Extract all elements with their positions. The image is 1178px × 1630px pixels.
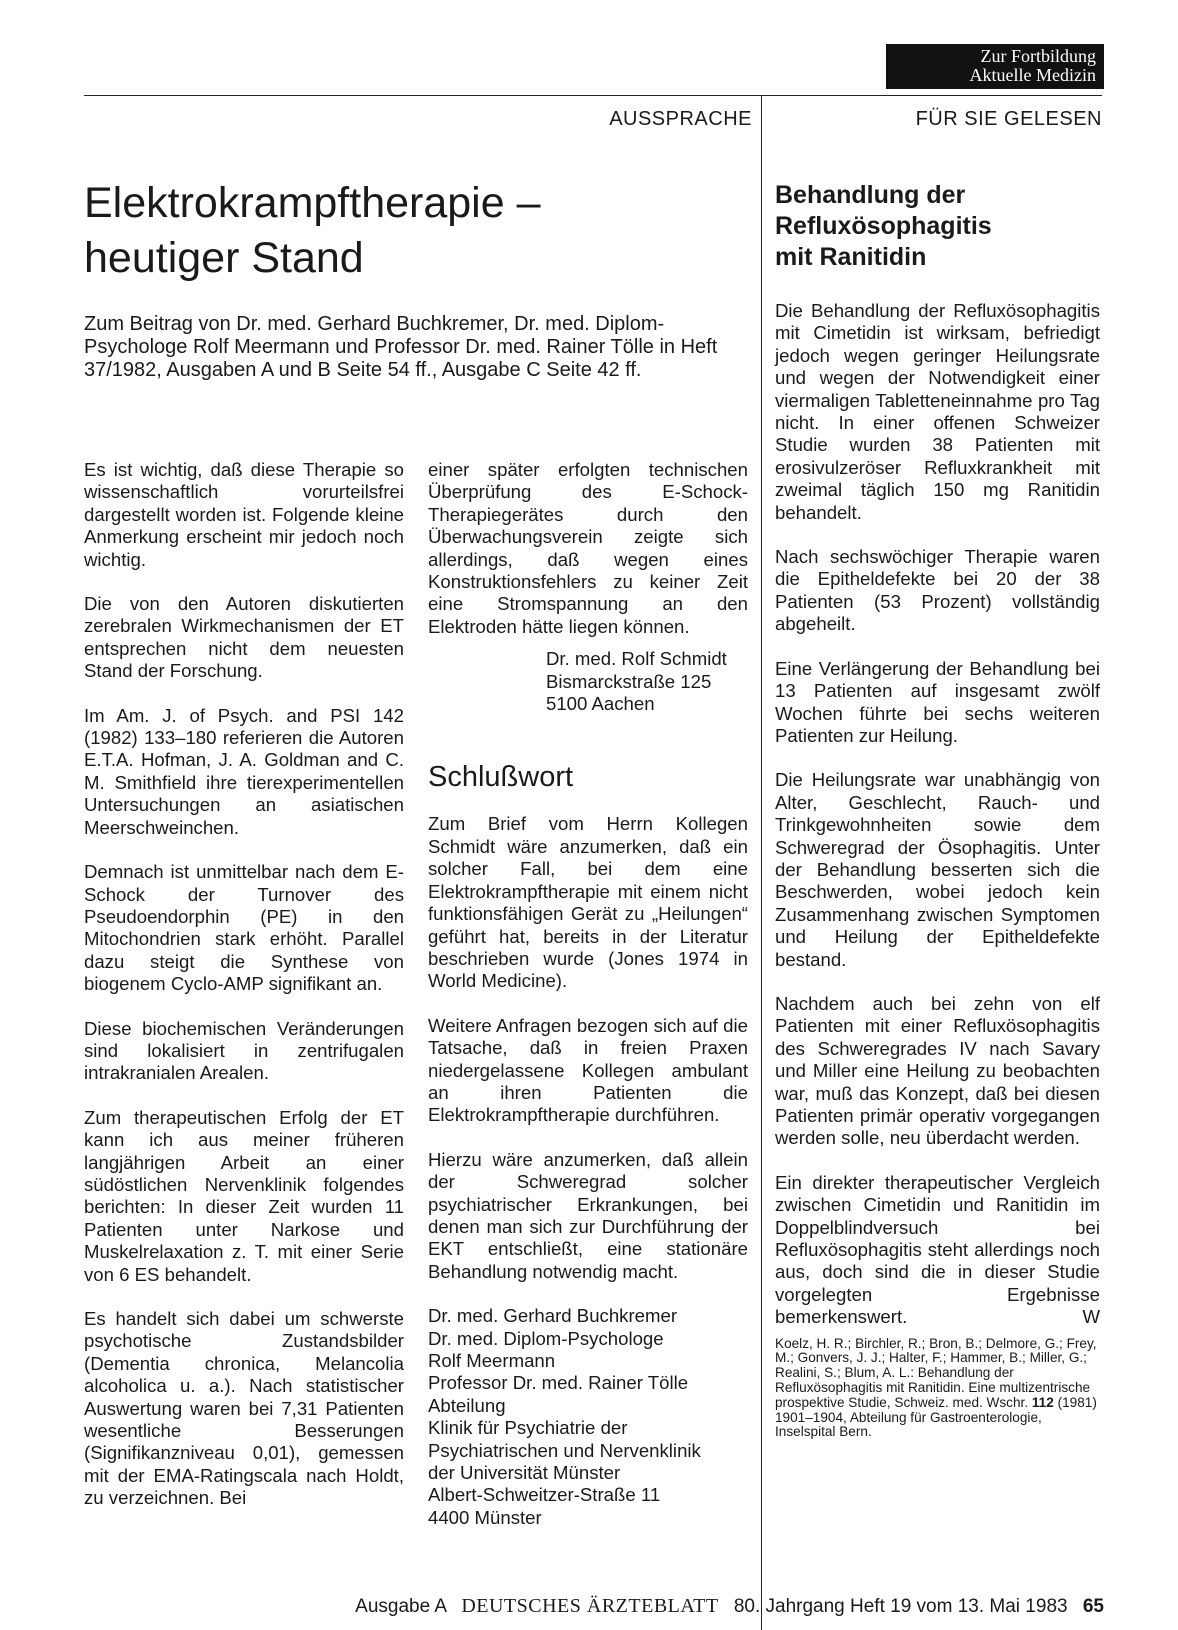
signature-line: Rolf Meermann — [428, 1350, 556, 1371]
signature-line: Dr. med. Gerhard Buchkremer — [428, 1305, 678, 1327]
news-paragraph: Die Behandlung der Refluxösophagitis mit Cimetidin ist wirksam, befriedigt jedoch wegen geringer Heilungsrate und wegen der Notwendigkeit einer viermaligen Tabletteneinnahme pro Tag nicht. In einer offenen Schweizer Studie wurden 38 Patienten mit erosivulzeröser Refluxkrankheit mit zweimal täglich 150 mg Ranitidin behandelt. — [775, 300, 1100, 523]
signature-line: 4400 Münster — [428, 1506, 542, 1528]
news-paragraph: Die Heilungsrate war unabhängig von Alter, Geschlecht, Rauch- und Trinkgewohnheiten sowie dem Schweregrad der Ösophagitis. Unter der Behandlung besserten sich die Beschwerden, wobei jedoch kein Zusammenhang zwischen Symptomen und Heilung der Epitheldefekte bestand. — [775, 769, 1100, 970]
signature-line: Abteilung — [428, 1394, 506, 1416]
reference-text-end: (1981) 1901–1904, Abteilung für Gastroenterologie, Inselspital Bern. — [775, 1394, 1097, 1440]
reference-volume: 112 — [1031, 1394, 1054, 1410]
reference-citation — [775, 1337, 1100, 1441]
letter-paragraph: Demnach ist unmittelbar nach dem E-Schock der Turnover des Pseudoendorphin (PE) in den Mitochondrien stark erhöht. Parallel dazu steigt die Synthese von biogenem Cyclo-AMP signifikant an. — [84, 861, 404, 995]
signature-line: Professor Dr. med. Rainer Tölle — [428, 1372, 689, 1394]
reply-paragraph: Zum Brief vom Herrn Kollegen Schmidt wäre anzumerken, daß ein solcher Fall, bei dem eine Elektrokrampftherapie mit einem nicht funktionsfähigen Gerät zu „Heilungen“ geführt hat, bereits in der Literatur beschrieben wurde (Jones 1974 in World Medicine). — [428, 813, 748, 992]
article-subtitle: Zum Beitrag von Dr. med. Gerhard Buchkremer, Dr. med. Diplom-Psychologe Rolf Meermann und Professor Dr. med. Rainer Tölle in Heft 37/1982, Ausgaben A und B Seite 54 ff., Ausgabe C Seite 42 ff. — [84, 313, 718, 381]
letter-column-2 — [428, 459, 748, 1529]
reply-signature — [428, 1305, 748, 1529]
signature-line: Psychiatrischen und Nervenklinik — [428, 1439, 701, 1461]
reply-title: Schlußwort — [428, 761, 574, 794]
signature-line: Dr. med. Rolf Schmidt — [546, 648, 727, 670]
footer-issue: 80. Jahrgang Heft 19 vom 13. Mai 1983 — [733, 1596, 1068, 1617]
news-paragraph-text: Ein direkter therapeutischer Vergleich zwischen Cimetidin und Ranitidin im Doppelblindversuch bei Refluxösophagitis steht allerdings noch aus, doch sind die in dieser Studie vorgelegten Ergebnisse bemerkenswert. — [775, 1171, 1100, 1328]
signature-line: Albert-Schweitzer-Straße 11 — [428, 1484, 661, 1506]
news-title-line-2: Refluxösophagitis — [775, 212, 992, 240]
news-title-line-1: Behandlung der — [775, 181, 966, 209]
letter-paragraph: Die von den Autoren diskutierten zerebralen Wirkmechanismen der ET entsprechen nicht dem neuesten Stand der Forschung. — [84, 593, 404, 682]
letter-paragraph: Es handelt sich dabei um schwerste psychotische Zustandsbilder (Dementia chronica, Melancolia alcoholica u. a.). Nach statistischer Auswertung waren bei 7,31 Patienten wesentliche Besserungen (Signifikanzniveau 0,01), gemessen mit der EMA-Ratingscala nach Holdt, zu verzeichnen. Bei — [84, 1308, 404, 1509]
section-heading-aussprache: AUSSPRACHE — [609, 108, 752, 130]
letter-paragraph: Zum therapeutischen Erfolg der ET kann ich aus meiner früheren langjährigen Arbeit an einer südöstlichen Nervenklinik folgendes berichten: In dieser Zeit wurden 11 Patienten unter Narkose und Muskelrelaxation z. T. mit einer Serie von 6 ES behandelt. — [84, 1106, 404, 1285]
top-rule — [84, 95, 1102, 96]
section-label-line-1: Zur Fortbildung — [980, 46, 1096, 66]
news-paragraph: Nachdem auch bei zehn von elf Patienten mit einer Refluxösophagitis des Schweregrades IV nach Savary und Miller eine Heilung zu beobachten war, muß das Konzept, daß bei diesen Patienten primär operativ vorgegangen werden solle, neu überdacht werden. — [775, 992, 1100, 1149]
news-paragraph: Eine Verlängerung der Behandlung bei 13 Patienten auf insgesamt zwölf Wochen führte bei sechs weiteren Patienten zur Heilung. — [775, 657, 1100, 746]
signature-line: Bismarckstraße 125 — [546, 670, 712, 692]
news-column — [775, 300, 1100, 1440]
reply-paragraph: Weitere Anfragen bezogen sich auf die Tatsache, daß in freien Praxen niedergelassene Kollegen ambulant an ihren Patienten die Elektrokrampftherapie durchführen. — [428, 1014, 748, 1126]
letter-column-1 — [84, 459, 404, 1532]
letter-paragraph: Es ist wichtig, daß diese Therapie so wissenschaftlich vorurteilsfrei dargestellt worden ist. Folgende kleine Anmerkung erscheint mir jedoch noch wichtig. — [84, 459, 404, 570]
article-title-line-2: heutiger Stand — [84, 234, 364, 282]
section-label-box — [886, 44, 1104, 89]
section-heading-fuer-sie-gelesen: FÜR SIE GELESEN — [915, 108, 1102, 130]
article-title — [84, 176, 724, 286]
news-paragraph: Nach sechswöchiger Therapie waren die Epitheldefekte bei 20 der 38 Patienten (53 Prozent) vollständig abgeheilt. — [775, 546, 1100, 635]
news-title — [775, 180, 1100, 273]
footer-journal: DEUTSCHES ÄRZTEBLATT — [461, 1595, 719, 1617]
letter-paragraph: Im Am. J. of Psych. and PSI 142 (1982) 133–180 referieren die Autoren E.T.A. Hofman, J. A. Goldman and C. M. Smithfield ihre tierexperimentellen Untersuchungen an asiatischen Meerschweinchen. — [84, 704, 404, 838]
page-footer — [220, 1595, 1104, 1618]
page-number: 65 — [1082, 1596, 1104, 1617]
letter-signature — [428, 648, 748, 715]
news-paragraph-last — [775, 1172, 1100, 1329]
signature-line: der Universität Münster — [428, 1462, 621, 1484]
column-divider — [761, 95, 762, 1630]
signature-line: Dr. med. Diplom-Psychologe — [428, 1327, 664, 1349]
signature-line: 5100 Aachen — [546, 693, 655, 715]
signature-line: Klinik für Psychiatrie der — [428, 1417, 628, 1439]
article-title-line-1: Elektrokrampftherapie – — [84, 179, 541, 227]
news-title-line-3: mit Ranitidin — [775, 243, 927, 271]
author-initial: W — [1082, 1306, 1100, 1328]
reply-paragraph: Hierzu wäre anzumerken, daß allein der Schweregrad solcher psychiatrischer Erkrankungen, bei denen man sich zur Durchführung der EKT entschließt, eine stationäre Behandlung notwendig macht. — [428, 1148, 748, 1282]
section-label-line-2: Aktuelle Medizin — [969, 65, 1096, 85]
reference-text: Koelz, H. R.; Birchler, R.; Bron, B.; Delmore, G.; Frey, M.; Gonvers, J. J.; Halter, F.; Hammer, B.; Miller, G.; Realini, S.; Blum, A. L.: Behandlung der Refluxösophagitis mit Ranitidin. Eine multizentrische prospektive Studie, Schweiz. med. Wschr. — [775, 1335, 1097, 1410]
footer-edition: Ausgabe A — [355, 1596, 447, 1617]
letter-paragraph: Diese biochemischen Veränderungen sind lokalisiert in zentrifugalen intrakranialen Arealen. — [84, 1017, 404, 1084]
letter-paragraph: einer später erfolgten technischen Überprüfung des E-Schock-Therapiegerätes durch den Überwachungsverein zeigte sich allerdings, daß wegen eines Konstruktionsfehlers zu keiner Zeit eine Stromspannung an den Elektroden hätte liegen können. — [428, 459, 748, 637]
